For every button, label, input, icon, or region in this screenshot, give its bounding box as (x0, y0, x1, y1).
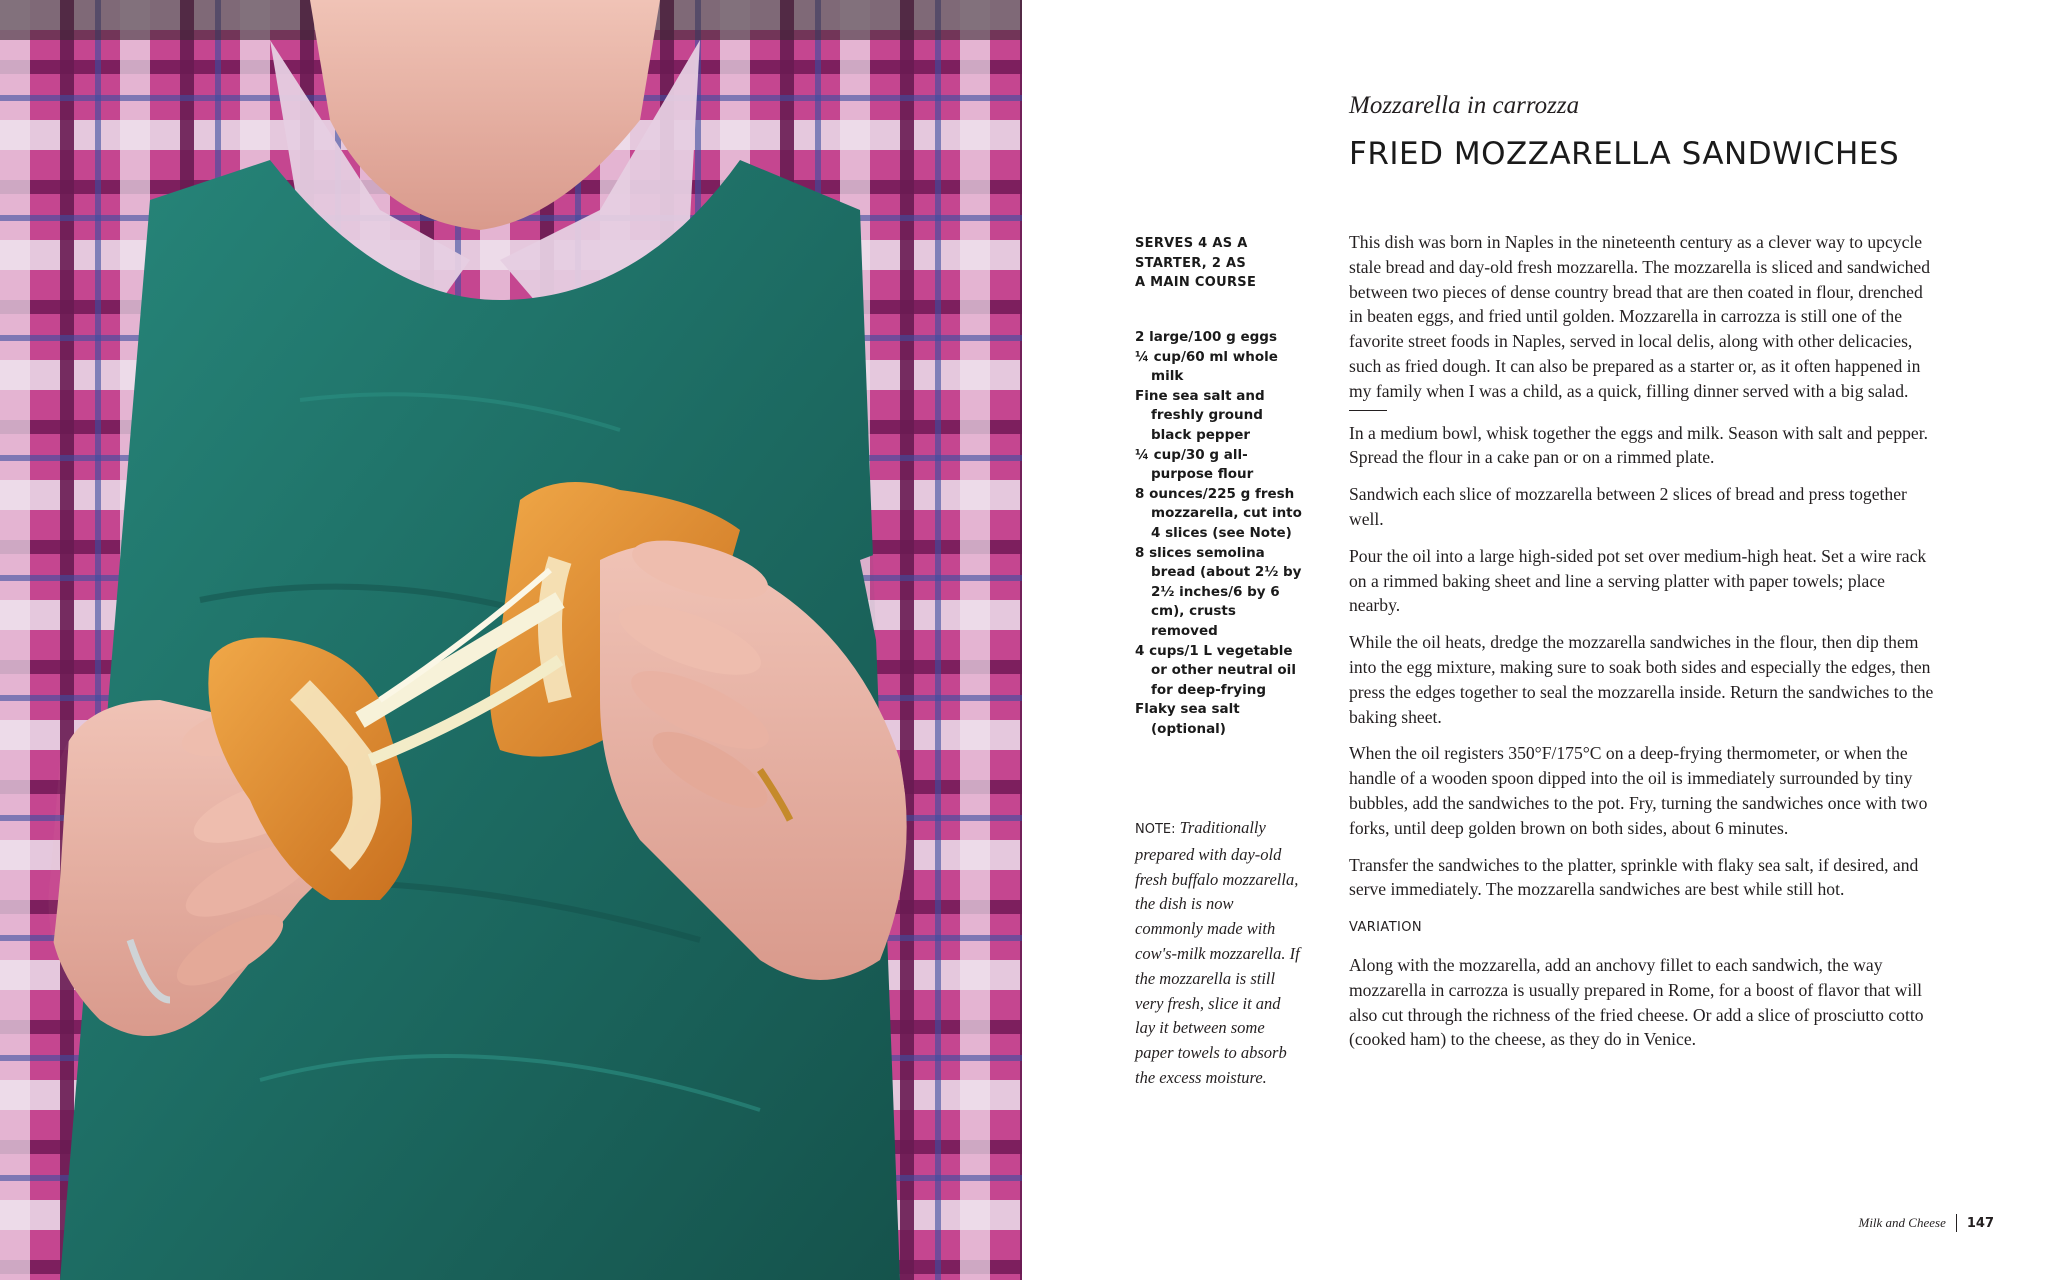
ingredient-list (1135, 328, 1305, 739)
page-number: 147 (1966, 1215, 1994, 1231)
ingredient-item: ¼ cup/60 ml whole milk (1135, 348, 1278, 385)
page-footer (1858, 1214, 1994, 1232)
recipe-intro: This dish was born in Naples in the nineteenth century as a clever way to upcycle stale bread and day-old fresh mozzarella. The mozzarella is sliced and sandwiched between two pieces of dense country bread that are then coated in flour, drenched in beaten eggs, and fried until golden. Mozzarella in carrozza is still one of the favorite street foods in Naples, served in local delis, along with other delicacies, such as fried dough. It can also be prepared as a starter or, as it often happened in my family when I was a child, as a quick, filling dinner served with a big salad. (1349, 232, 1930, 401)
ingredient-item: 8 ounces/225 g fresh mozzarella, cut into 4 slices (see Note) (1135, 485, 1302, 541)
footer-divider (1956, 1214, 1957, 1232)
ingredient-item: Flaky sea salt (optional) (1135, 701, 1240, 737)
recipe-title: FRIED MOZZARELLA SANDWICHES (1349, 136, 1900, 172)
ingredient-item: 4 cups/1 L vegetable or other neutral oil for deep-frying (1135, 642, 1296, 698)
recipe-photo (0, 0, 1022, 1280)
ingredient-item: ¼ cup/30 g all-purpose flour (1135, 446, 1254, 483)
recipe-subtitle: Mozzarella in carrozza (1349, 92, 1580, 119)
photo-illustration (0, 0, 1022, 1280)
serves-line: STARTER, 2 AS (1135, 255, 1247, 271)
section-name: Milk and Cheese (1858, 1215, 1946, 1230)
variation-text: Along with the mozzarella, add an anchovy fillet to each sandwich, the way mozzarella in carrozza is usually prepared in Rome, for a boost of flavor that will also cut through the richness of the fried cheese. Or add a slice of prosciutto cotto (cooked ham) to the cheese, as they do in Venice. (1349, 954, 1924, 1050)
divider-rule (1349, 410, 1387, 411)
method-step: Sandwich each slice of mozzarella between 2 slices of bread and press together well. (1349, 484, 1907, 529)
recipe-body (1349, 230, 1939, 1052)
variation-heading: VARIATION (1349, 920, 1423, 936)
serves-line: SERVES 4 AS A (1135, 236, 1248, 251)
serves-line: A MAIN COURSE (1135, 275, 1257, 291)
ingredient-item: Fine sea salt and freshly ground black pepper (1135, 387, 1265, 443)
recipe-note (1135, 816, 1300, 1091)
note-text: Traditionally prepared with day-old fresh buffalo mozzarella, the dish is now commonly made with cow's-milk mozzarella. If the mozzarella is still very fresh, slice it and lay it between some paper towels to absorb the excess moisture. (1135, 818, 1300, 1087)
note-label: NOTE: (1135, 822, 1176, 837)
method-step: Pour the oil into a large high-sided pot set over medium-high heat. Set a wire rack on a rimmed baking sheet and line a serving platter with paper towels; place nearby. (1349, 545, 1927, 616)
method-step: When the oil registers 350°F/175°C on a deep-frying thermometer, or when the handle of a wooden spoon dipped into the oil is immediately surrounded by tiny bubbles, add the sandwiches to the pot. Fry, turning the sandwiches once with two forks, until deep golden brown on both sides, about 6 minutes. (1349, 743, 1928, 838)
recipe-sidebar (1135, 234, 1305, 737)
method-step: While the oil heats, dredge the mozzarella sandwiches in the flour, then dip them into the egg mixture, making sure to soak both sides and especially the edges, then press the edges together to seal the mozzarella inside. Return the sandwiches to the baking sheet. (1349, 632, 1934, 727)
serves-info (1135, 234, 1305, 293)
method-step: Transfer the sandwiches to the platter, sprinkle with flaky sea salt, if desired, and serve immediately. The mozzarella sandwiches are best while still hot. (1349, 854, 1919, 900)
ingredient-item: 2 large/100 g eggs (1135, 329, 1278, 345)
method-step: In a medium bowl, whisk together the eggs and milk. Season with salt and pepper. Spread the flour in a cake pan or on a rimmed plate. (1349, 422, 1929, 468)
ingredient-item: 8 slices semolina bread (about 2½ by 2½ inches/6 by 6 cm), crusts removed (1135, 544, 1302, 639)
